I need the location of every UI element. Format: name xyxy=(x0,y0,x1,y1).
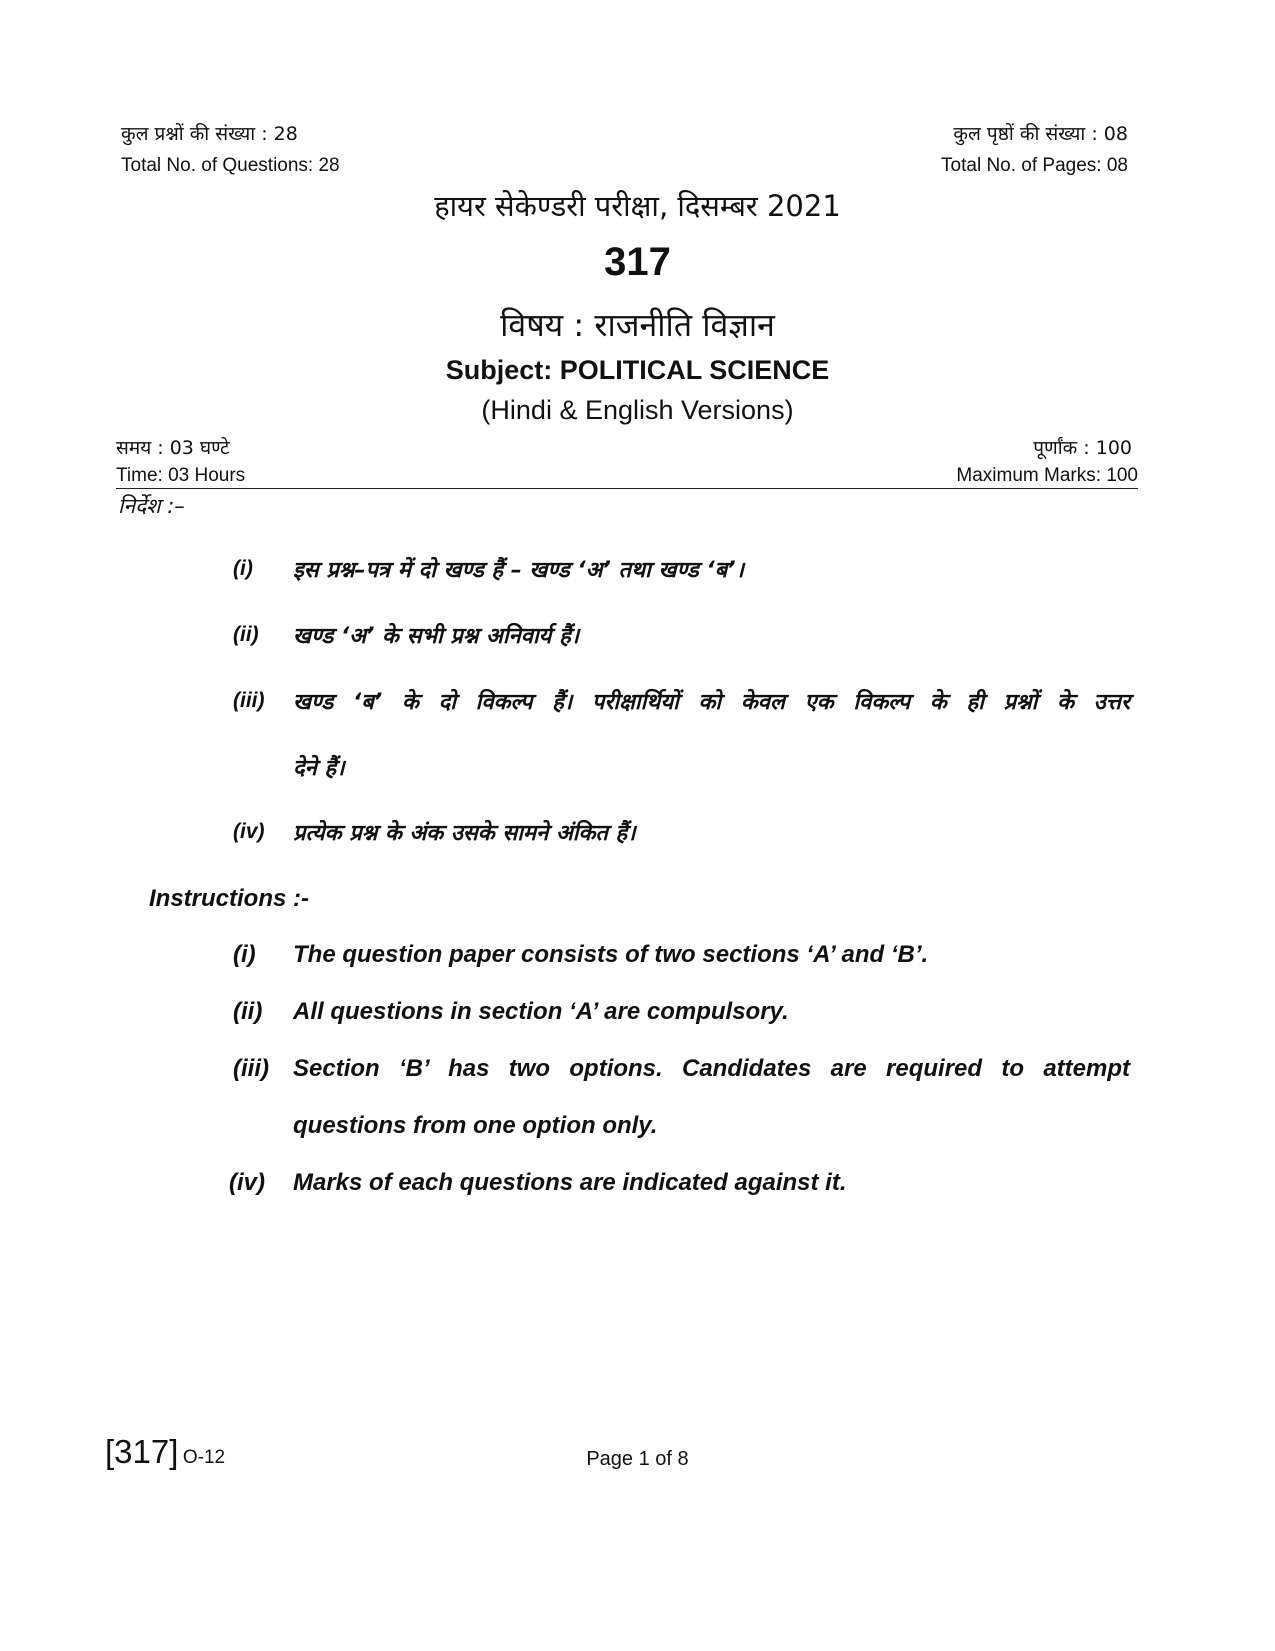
versions-note: (Hindi & English Versions) xyxy=(481,395,794,425)
english-item-number: (iii) xyxy=(233,1055,269,1082)
hindi-item-text: इस प्रश्न–पत्र में दो खण्ड हैं – खण्ड ‘अ’ तथा खण्ड ‘ब’। xyxy=(293,558,744,583)
english-item-number: (iv) xyxy=(229,1169,265,1196)
footer-code-suffix: O-12 xyxy=(182,1447,226,1468)
english-instructions-heading: Instructions :- xyxy=(149,885,309,912)
hindi-item-number: (ii) xyxy=(233,623,259,646)
exam-title: हायर सेकेण्डरी परीक्षा, दिसम्बर 2021 xyxy=(434,189,841,223)
english-item-text: Section ‘B’ has two options. Candidates are required to attempt xyxy=(293,1055,1130,1082)
header-divider xyxy=(116,488,1138,489)
time-english: Time: 03 Hours xyxy=(116,465,246,486)
hindi-item-text: प्रत्येक प्रश्न के अंक उसके सामने अंकित हैं। xyxy=(293,821,636,846)
english-item-text: Marks of each questions are indicated against it. xyxy=(293,1169,847,1196)
hindi-instructions-heading: निर्देश :– xyxy=(118,494,185,518)
english-item-number: (ii) xyxy=(233,998,263,1025)
total-pages-hindi: कुल पृष्ठों की संख्या : 08 xyxy=(953,123,1128,145)
hindi-item-number: (iv) xyxy=(233,820,265,843)
max-marks-hindi: पूर्णांक : 100 xyxy=(1033,437,1132,459)
hindi-item-number: (i) xyxy=(233,557,253,580)
english-item-text: All questions in section ‘A’ are compulsory. xyxy=(293,998,789,1025)
english-item-text: The question paper consists of two sections ‘A’ and ‘B’. xyxy=(293,941,929,968)
paper-code: 317 xyxy=(604,240,671,284)
max-marks-english: Maximum Marks: 100 xyxy=(956,465,1138,486)
english-item-text-continued: questions from one option only. xyxy=(293,1112,658,1139)
hindi-item-text-continued: देने हैं। xyxy=(293,756,345,781)
english-item-number: (i) xyxy=(233,941,256,968)
footer-code-number: [317] xyxy=(105,1433,179,1470)
hindi-item-number: (iii) xyxy=(233,689,265,712)
hindi-item-text: खण्ड ‘अ’ के सभी प्रश्न अनिवार्य हैं। xyxy=(293,624,580,649)
time-hindi: समय : 03 घण्टे xyxy=(116,437,230,459)
hindi-item-text: खण्ड ‘ब’ के दो विकल्प हैं। परीक्षार्थियों को केवल एक विकल्प के ही प्रश्नों के उत्तर xyxy=(293,690,1130,715)
subject-english: Subject: POLITICAL SCIENCE xyxy=(445,355,830,385)
subject-hindi: विषय : राजनीति विज्ञान xyxy=(500,306,775,344)
page-number: Page 1 of 8 xyxy=(586,1448,689,1470)
total-questions-english: Total No. of Questions: 28 xyxy=(121,155,340,176)
total-pages-english: Total No. of Pages: 08 xyxy=(941,155,1128,176)
total-questions-hindi: कुल प्रश्नों की संख्या : 28 xyxy=(121,123,298,145)
